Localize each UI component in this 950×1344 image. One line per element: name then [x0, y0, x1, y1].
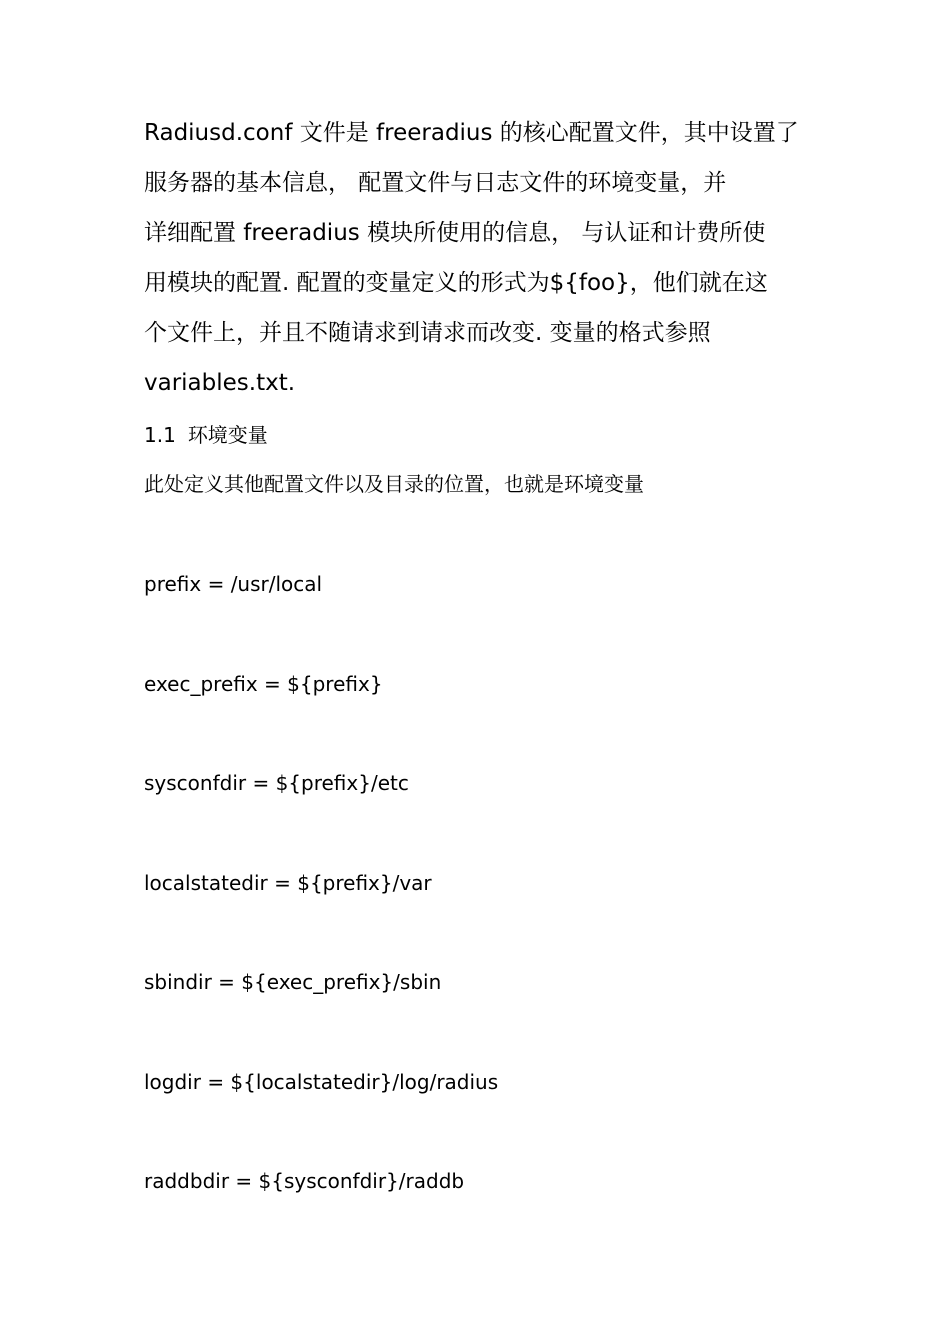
intro-paragraph	[144, 108, 808, 408]
intro-line: 服务器的基本信息， 配置文件与日志文件的环境变量，并	[144, 170, 727, 196]
config-line-logdir: logdir = ${localstatedir}/log/radius	[144, 1070, 499, 1094]
intro-line: 用模块的配置. 配置的变量定义的形式为${foo}，他们就在这	[144, 270, 768, 296]
config-line-raddbdir: raddbdir = ${sysconfdir}/raddb	[144, 1169, 465, 1193]
section-heading	[144, 420, 268, 450]
config-line-prefix: prefix = /usr/local	[144, 572, 323, 596]
intro-line: 个文件上，并且不随请求到请求而改变. 变量的格式参照	[144, 320, 711, 346]
intro-line: Radiusd.conf 文件是 freeradius 的核心配置文件，其中设置了	[144, 120, 799, 146]
config-line-exec-prefix: exec_prefix = ${prefix}	[144, 672, 383, 696]
section-title: 环境变量	[187, 423, 268, 447]
intro-line: variables.txt.	[144, 370, 296, 396]
config-line-sbindir: sbindir = ${exec_prefix}/sbin	[144, 970, 442, 994]
section-number: 1.1	[144, 423, 176, 447]
section-description: 此处定义其他配置文件以及目录的位置，也就是环境变量	[144, 472, 644, 496]
config-line-sysconfdir: sysconfdir = ${prefix}/etc	[144, 771, 409, 795]
config-line-localstatedir: localstatedir = ${prefix}/var	[144, 871, 432, 895]
intro-line: 详细配置 freeradius 模块所使用的信息， 与认证和计费所使	[144, 220, 766, 246]
